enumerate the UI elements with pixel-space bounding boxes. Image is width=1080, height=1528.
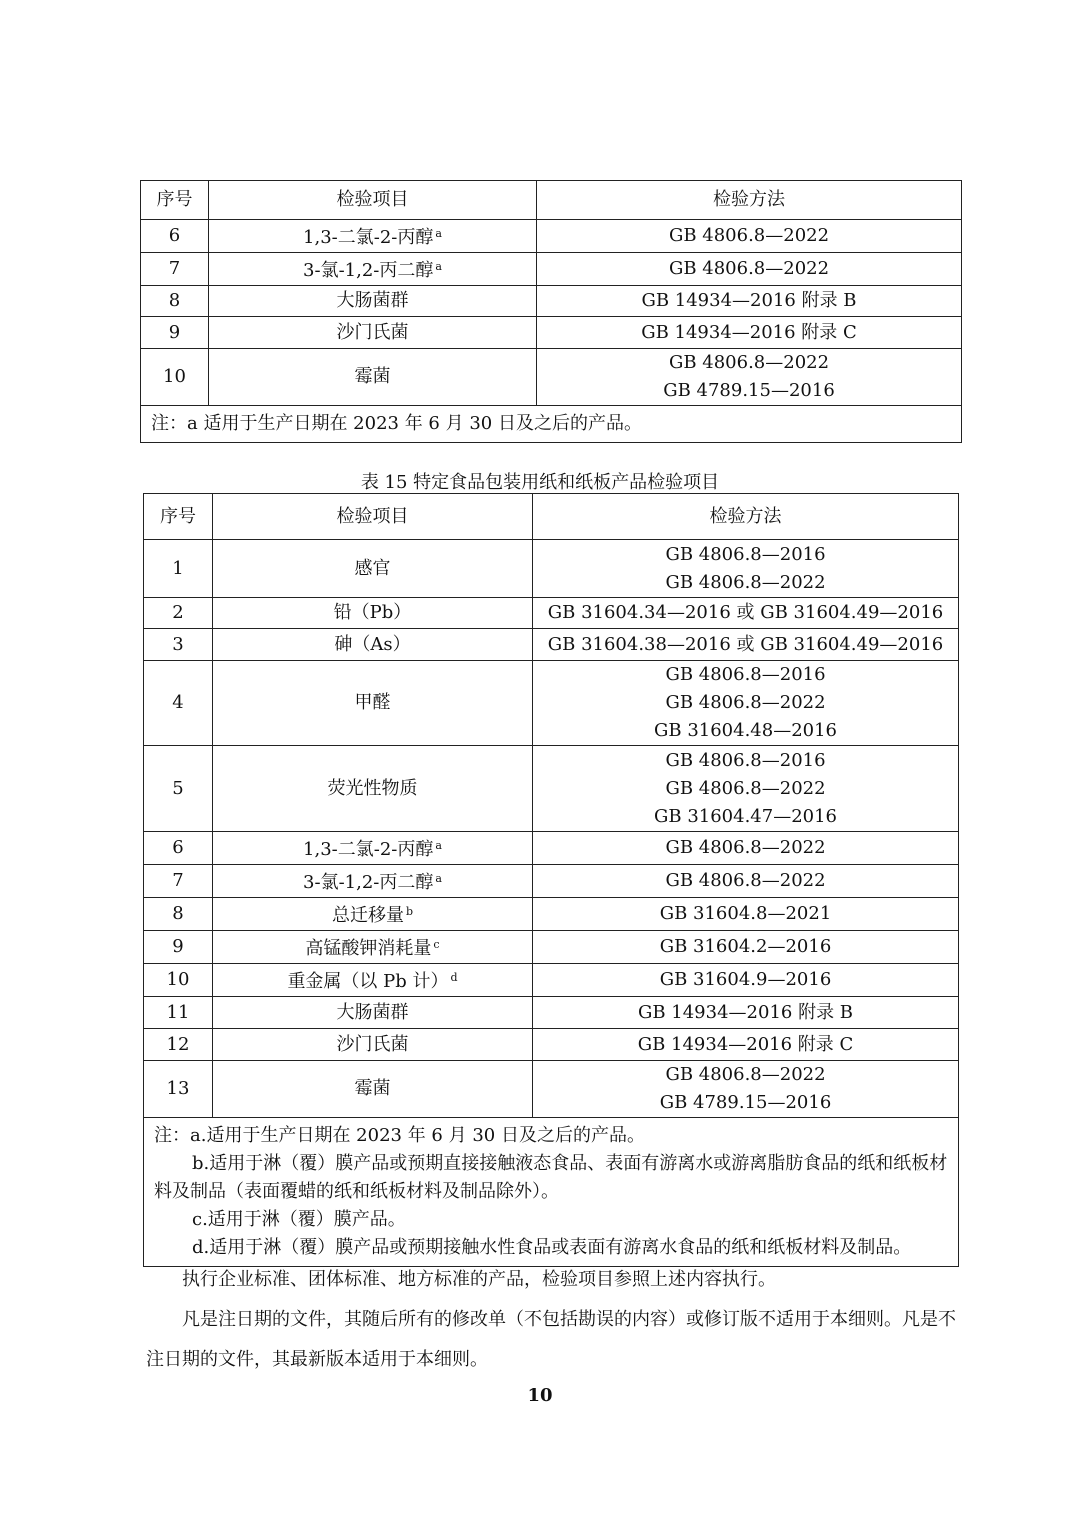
table-row — [144, 931, 959, 964]
inspection-item-label: 甲醛 — [354, 692, 391, 713]
inspection-item — [213, 629, 533, 661]
inspection-item-label: 沙门氏菌 — [336, 321, 409, 343]
footnote-marker: a — [435, 872, 442, 885]
row-number: 13 — [144, 1061, 213, 1118]
inspection-item-label: 荧光性物质 — [327, 777, 418, 799]
method-line: GB 4789.15—2016 — [659, 1092, 832, 1113]
row-number: 3 — [144, 629, 213, 661]
inspection-method — [533, 746, 959, 832]
footnote-marker: a — [435, 839, 442, 852]
table-header-row — [141, 181, 962, 220]
inspection-item — [213, 931, 533, 964]
method-line: GB 4806.8—2016 — [665, 749, 826, 771]
table-row — [141, 349, 962, 406]
inspection-item-label: 沙门氏菌 — [336, 1033, 409, 1055]
method-line: GB 4806.8—2022 — [665, 777, 826, 799]
method-line: GB 4806.8—2022 — [665, 837, 826, 858]
row-number: 11 — [144, 997, 213, 1029]
inspection-item — [213, 832, 533, 865]
row-number: 6 — [144, 832, 213, 865]
inspection-method — [537, 286, 962, 317]
table-row — [144, 598, 959, 629]
inspection-item — [213, 1061, 533, 1118]
table-row — [144, 832, 959, 865]
footnote-marker: b — [405, 905, 414, 918]
table-row — [144, 1029, 959, 1061]
table-15 — [143, 493, 959, 1267]
method-line: GB 4806.8—2022 — [665, 571, 826, 593]
row-number: 10 — [144, 964, 213, 997]
header-no: 序号 — [144, 494, 213, 540]
header-item: 检验项目 — [209, 181, 537, 220]
inspection-method — [533, 598, 959, 629]
inspection-method — [533, 540, 959, 598]
row-number: 12 — [144, 1029, 213, 1061]
inspection-item — [213, 661, 533, 746]
inspection-item-label: 大肠菌群 — [336, 1001, 409, 1023]
footnote-marker: c — [433, 938, 440, 951]
method-line: GB 31604.8—2021 — [659, 903, 832, 924]
inspection-item-label: 铅（Pb） — [333, 602, 412, 623]
table-row — [144, 865, 959, 898]
inspection-item-label: 1,3-二氯-2-丙醇 — [303, 227, 434, 248]
inspection-item — [213, 865, 533, 898]
inspection-method — [537, 317, 962, 349]
table-notes — [144, 1118, 959, 1267]
table-15-caption: 表 15 特定食品包装用纸和纸板产品检验项目 — [360, 472, 720, 493]
inspection-method — [537, 253, 962, 286]
header-method: 检验方法 — [533, 494, 959, 540]
row-number: 9 — [144, 931, 213, 964]
table-row — [144, 746, 959, 832]
method-line: GB 4806.8—2022 — [668, 225, 830, 246]
method-line: GB 31604.48—2016 — [653, 720, 838, 741]
table-row — [144, 629, 959, 661]
inspection-method — [533, 661, 959, 746]
inspection-method — [537, 220, 962, 253]
table-row — [141, 220, 962, 253]
method-line: GB 4806.8—2022 — [665, 692, 826, 713]
inspection-item-label: 霉菌 — [354, 1078, 391, 1099]
inspection-method — [533, 1029, 959, 1061]
inspection-item — [209, 317, 537, 349]
row-number: 6 — [141, 220, 209, 253]
inspection-item-label: 1,3-二氯-2-丙醇 — [303, 839, 434, 860]
method-line: GB 14934—2016 附录 B — [641, 290, 857, 311]
method-line: GB 4806.8—2016 — [665, 543, 826, 565]
row-number: 7 — [144, 865, 213, 898]
table-row — [144, 997, 959, 1029]
footnote-marker: a — [435, 260, 442, 273]
inspection-item — [209, 220, 537, 253]
inspection-item-label: 3-氯-1,2-丙二醇 — [303, 260, 434, 281]
table-row — [144, 540, 959, 598]
footnote-marker: a — [435, 227, 442, 240]
inspection-method — [533, 964, 959, 997]
table-note: 注：a 适用于生产日期在 2023 年 6 月 30 日及之后的产品。 — [141, 406, 962, 443]
inspection-item-label: 大肠菌群 — [336, 290, 409, 311]
table-header-row — [144, 494, 959, 540]
inspection-method — [537, 349, 962, 406]
inspection-item — [209, 286, 537, 317]
method-line: GB 31604.9—2016 — [659, 969, 832, 990]
paragraph-2: 凡是注日期的文件，其随后所有的修改单（不包括勘误的内容）或修订版不适用于本细则。凡是不注日期的文件，其最新版本适用于本细则。 — [146, 1309, 956, 1370]
inspection-item — [209, 349, 537, 406]
inspection-item — [209, 253, 537, 286]
method-line: GB 4806.8—2022 — [665, 870, 826, 891]
inspection-item — [213, 598, 533, 629]
method-line: GB 31604.47—2016 — [653, 805, 838, 827]
row-number: 10 — [141, 349, 209, 406]
inspection-item — [213, 1029, 533, 1061]
inspection-item-label: 霉菌 — [354, 366, 391, 387]
inspection-method — [533, 997, 959, 1029]
row-number: 5 — [144, 746, 213, 832]
inspection-item-label: 总迁移量 — [331, 905, 404, 926]
row-number: 7 — [141, 253, 209, 286]
method-line: GB 14934—2016 附录 B — [637, 1001, 854, 1023]
method-line: GB 4789.15—2016 — [663, 380, 835, 401]
paragraph-1: 执行企业标准、团体标准、地方标准的产品，检验项目参照上述内容执行。 — [182, 1269, 776, 1290]
page-number: 10 — [527, 1385, 553, 1406]
inspection-item-label: 感官 — [354, 557, 391, 579]
header-method: 检验方法 — [537, 181, 962, 220]
table-row — [141, 253, 962, 286]
table-row — [144, 1061, 959, 1118]
method-line: GB 4806.8—2016 — [665, 664, 826, 685]
row-number: 9 — [141, 317, 209, 349]
inspection-item-label: 高锰酸钾消耗量 — [305, 938, 432, 959]
method-line: GB 31604.38—2016 或 GB 31604.49—2016 — [547, 633, 944, 655]
method-line: GB 31604.2—2016 — [659, 936, 832, 957]
method-line: GB 4806.8—2022 — [665, 1064, 826, 1085]
method-line: GB 14934—2016 附录 C — [637, 1033, 854, 1055]
table-row — [144, 661, 959, 746]
table-row — [141, 286, 962, 317]
inspection-item-label: 3-氯-1,2-丙二醇 — [303, 872, 434, 893]
inspection-method — [533, 898, 959, 931]
note-d: d.适用于淋（覆）膜产品或预期接触水性食品或表面有游离水食品的纸和纸板材料及制品。 — [192, 1237, 912, 1258]
inspection-item-label: 砷（As） — [334, 633, 411, 655]
row-number: 8 — [141, 286, 209, 317]
row-number: 8 — [144, 898, 213, 931]
inspection-item — [213, 540, 533, 598]
method-line: GB 4806.8—2022 — [668, 258, 830, 279]
inspection-method — [533, 865, 959, 898]
row-number: 2 — [144, 598, 213, 629]
method-line: GB 31604.34—2016 或 GB 31604.49—2016 — [547, 602, 944, 623]
row-number: 4 — [144, 661, 213, 746]
inspection-method — [533, 832, 959, 865]
table-row — [144, 964, 959, 997]
table-row — [144, 898, 959, 931]
inspection-item — [213, 898, 533, 931]
table-row — [141, 317, 962, 349]
note-c: c.适用于淋（覆）膜产品。 — [192, 1209, 406, 1230]
inspection-item — [213, 997, 533, 1029]
inspection-item — [213, 746, 533, 832]
inspection-method — [533, 1061, 959, 1118]
inspection-item-label: 重金属（以 Pb 计） — [287, 971, 449, 992]
table-14-continued — [140, 180, 962, 443]
row-number: 1 — [144, 540, 213, 598]
inspection-method — [533, 931, 959, 964]
method-line: GB 14934—2016 附录 C — [641, 321, 857, 343]
method-line: GB 4806.8—2022 — [668, 352, 830, 373]
inspection-method — [533, 629, 959, 661]
header-item: 检验项目 — [213, 494, 533, 540]
note-b: b.适用于淋（覆）膜产品或预期直接接触液态食品、表面有游离水或游离脂肪食品的纸和纸板材料及制品（表面覆蜡的纸和纸板材料及制品除外）。 — [154, 1153, 948, 1202]
header-no: 序号 — [141, 181, 209, 220]
inspection-item — [213, 964, 533, 997]
footnote-marker: d — [450, 971, 458, 984]
note-a: 注：a.适用于生产日期在 2023 年 6 月 30 日及之后的产品。 — [154, 1125, 645, 1146]
